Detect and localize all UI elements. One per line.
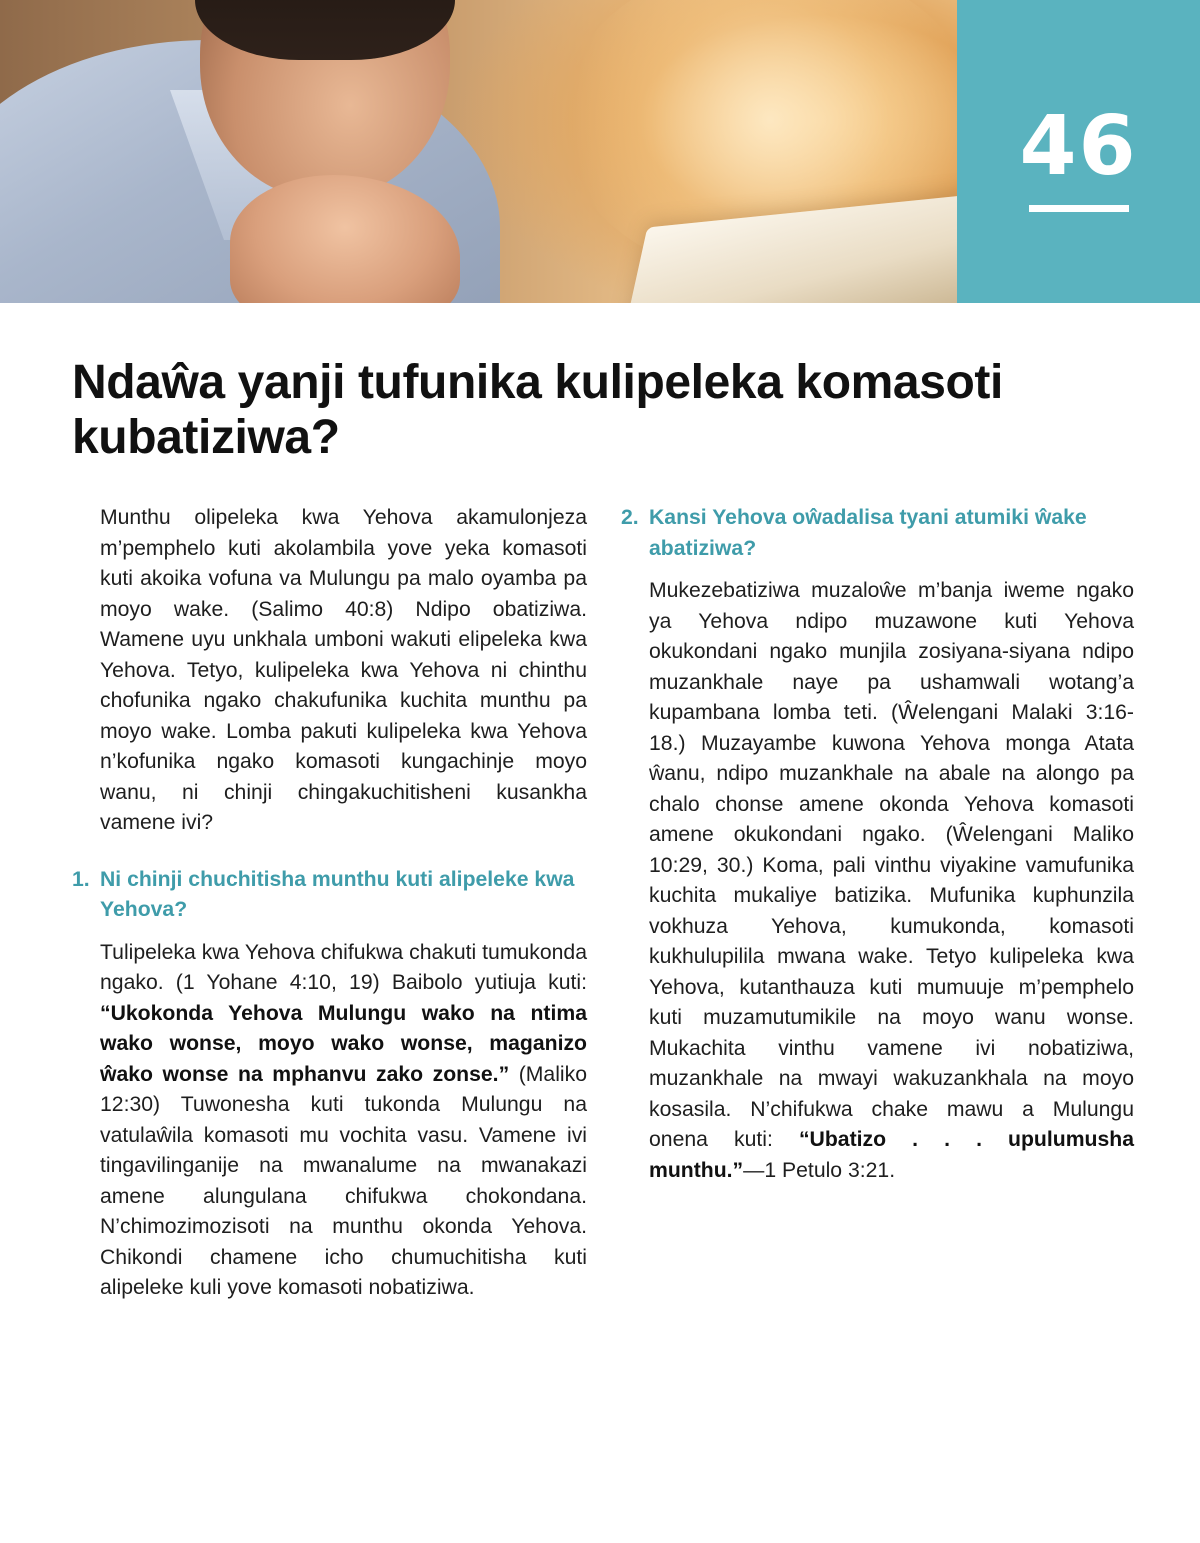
header-photo — [0, 0, 957, 303]
answer-1 — [72, 938, 587, 1304]
answer-2 — [621, 576, 1134, 1186]
question-1-number: 1. — [72, 867, 90, 891]
answer-2-text-end: —1 Petulo 3:21. — [743, 1158, 896, 1182]
lesson-number-box — [957, 0, 1200, 303]
lesson-number: 46 — [1019, 99, 1138, 194]
question-1-text: Ni chinji chuchitisha munthu kuti alipeleke kwa Yehova? — [100, 867, 575, 921]
answer-2-quote: “Ubatizo . . . upulumusha munthu.” — [649, 1128, 1134, 1182]
right-column — [621, 503, 1134, 1186]
intro-paragraph: Munthu olipeleka kwa Yehova akamulonjeza m’pemphelo kuti akolambila yove yeka komasoti kuti akoika vofuna va Mulungu pa malo oyamba pa moyo wake. (Salimo 40:8) Ndipo obatiziwa. Wamene uyu unkhala umboni wakuti elipeleka kwa Yehova. Tetyo, kulipeleka kwa Yehova ni chinthu chofunika ngako chakufunika kuchita munthu pa moyo wake. Lomba pakuti kulipeleka kwa Yehova n’kofunika ngako komasoti kungachinje moyo wanu, ni chinji chingakuchitisheni kusankha vamene ivi? — [100, 506, 587, 834]
lesson-number-underline — [1029, 205, 1129, 212]
question-1 — [72, 865, 587, 926]
question-2-text: Kansi Yehova oŵadalisa tyani atumiki ŵake abatiziwa? — [649, 506, 1087, 560]
question-2-number: 2. — [621, 506, 639, 529]
question-2 — [621, 503, 1134, 564]
answer-1-text-start: Tulipeleka kwa Yehova chifukwa chakuti tumukonda ngako. (1 Yohane 4:10, 19) Baibolo yutiuja kuti: — [100, 940, 587, 994]
answer-1-text-end: (Maliko 12:30) Tuwonesha kuti tukonda Mulungu na vatulaŵila komasoti mu vochita vasu. Vamene ivi tingavilinganije na mwanalume na mwanakazi amene alungulana chifukwa chokondana. N’chimozimozisoti na munthu okonda Yehova. Chikondi chamene icho chumuchitisha kuti alipeleke kuli yove komasoti nobatiziwa. — [100, 1062, 587, 1299]
answer-1-quote: “Ukokonda Yehova Mulungu wako na ntima wako wonse, moyo wako wonse, maganizo ŵako wonse na mphanvu zako zonse.” — [100, 1001, 587, 1086]
left-column — [72, 503, 587, 1304]
answer-2-text-start: Mukezebatiziwa muzaloŵe m’banja iweme ngako ya Yehova ndipo muzawone kuti Yehova okukondani ngako munjila zosiyana-siyana ndipo muzankhale naye pa ushamwali wotang’a kupambana lomba teti. (Ŵelengani Malaki 3:16-18.) Muzayambe kuwona Yehova monga Atata ŵanu, ndipo muzankhale na abale na alongo pa chalo chonse amene okonda Yehova komasoti amene okukondani ngako. (Ŵelengani Maliko 10:29, 30.) Koma, pali vinthu viyakine vamufunika kuchita mukaliye batizika. Mufunika kuphunzila vokhuza Yehova, kumukonda, komasoti kukhulupilila mwana wake. Tetyo kulipeleka kwa Yehova, kutanthauza kuti mumuuje m’pemphelo kuti muzamutumikile na moyo wanu wonse. Mukachita vinthu vamene ivi nobatiziwa, muzankhale na mwayi wakuzankhala na moyo kosasila. N’chifukwa chake mawu a Mulungu onena kuti: — [649, 579, 1134, 1151]
page-title: Ndaŵa yanji tufunika kulipeleka komasoti kubatiziwa? — [72, 356, 1003, 464]
